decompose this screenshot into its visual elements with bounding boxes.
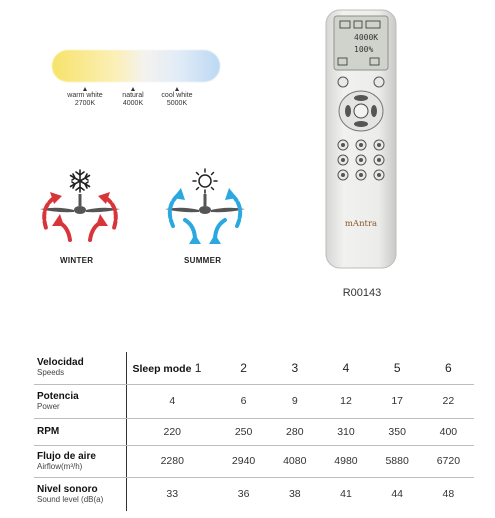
table-cell: 33 [166,488,179,501]
row-header: Potencia Power [34,384,126,418]
table-cell: 310 [320,418,371,445]
table-cell: 220 [126,418,218,445]
table-cell: 44 [391,488,403,501]
table-cell: 9 [269,384,320,418]
color-temperature-labels [68,92,208,114]
lcd-line1: 4000K [354,33,379,42]
color-temperature-gradient [52,50,220,82]
table-cell: 48 [442,488,455,501]
summer-mode-icon [161,168,249,246]
table-row [34,445,474,477]
table-cell: 36 [237,488,250,501]
table-cell: 4 [126,384,218,418]
remote-control-image [324,8,398,270]
winter-label: WINTER [60,256,94,265]
speed-cell: 4 [320,352,371,384]
speed-cell: 6 [423,352,474,384]
table-cell: 6720 [423,445,474,477]
table-cell: 41 [340,488,352,501]
speed-cell: 2 [218,352,269,384]
lcd-line2: 100% [354,45,374,54]
table-cell: 12 [320,384,371,418]
table-cell: 2280 [126,445,218,477]
speed-cell: 3 [269,352,320,384]
pointer-icon [131,87,135,91]
temp-label-natural: natural 4000K [110,92,156,107]
row-header: Flujo de aire Airflow(m³/h) [34,445,126,477]
table-cell: 6 [218,384,269,418]
table-cell: 250 [218,418,269,445]
table-row [34,352,474,384]
sun-icon [193,169,217,193]
table-cell: 280 [269,418,320,445]
row-header: Velocidad Speeds [34,352,126,384]
table-cell: 350 [372,418,423,445]
table-cell: 4080 [269,445,320,477]
table-cell: 400 [423,418,474,445]
table-row [34,477,474,511]
temp-label-cool: cool white 5000K [154,92,200,107]
row-header: Nivel sonoro Sound level (dB(a) [34,477,126,511]
table-cell: 22 [423,384,474,418]
table-cell: 4980 [320,445,371,477]
summer-label: SUMMER [184,256,222,265]
table-cell: 38 [288,488,301,501]
winter-mode-icon [36,168,124,246]
pointer-icon [83,87,87,91]
speed-cell: 5 [372,352,423,384]
table-row [34,384,474,418]
table-cell: 17 [372,384,423,418]
remote-brand-logo: mAntra [344,219,378,229]
table-cell: 5880 [372,445,423,477]
specifications-table [34,352,474,511]
sleep-mode-cell: Sleep mode 1 [126,352,218,384]
pointer-icon [175,87,179,91]
table-cell: 2940 [218,445,269,477]
snowflake-icon [71,170,90,192]
table-row [34,418,474,445]
row-header: RPM [34,418,126,445]
temp-label-warm: warm white 2700K [62,92,108,107]
product-code: R00143 [342,287,382,299]
